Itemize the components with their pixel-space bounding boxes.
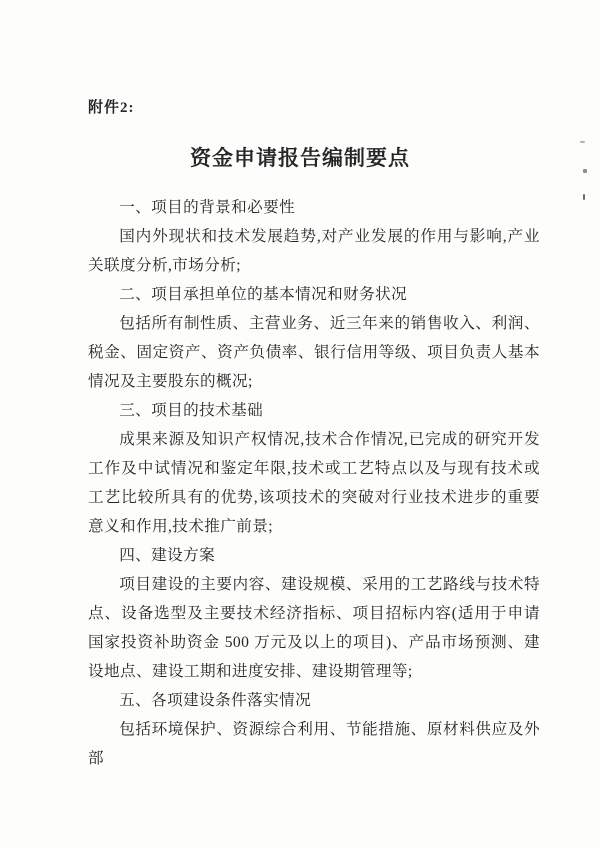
section-body-5: 包括环境保护、资源综合利用、节能措施、原材料供应及外部 [88, 721, 540, 767]
section-body-1: 国内外现状和技术发展趋势,对产业发展的作用与影响,产业关联度分析,市场分析; [88, 228, 540, 274]
document-body [88, 193, 540, 773]
section-body-3: 成果来源及知识产权情况,技术合作情况,已完成的研究开发工作及中试情况和鉴定年限,技术或工艺特点以及与现有技术或工艺比较所具有的优势,该项技术的突破对行业技术进步的重要意义和作用,技术推广前景; [88, 431, 540, 535]
attachment-label: 附件2: [88, 100, 135, 116]
section-heading-3: 三、项目的技术基础 [119, 402, 264, 419]
scan-speckle [583, 169, 587, 173]
document-title: 资金申请报告编制要点 [190, 146, 410, 170]
section-heading-1: 一、项目的背景和必要性 [119, 199, 296, 216]
section-heading-2: 二、项目承担单位的基本情况和财务状况 [119, 286, 408, 303]
scan-speckle [583, 194, 585, 200]
section-body-4: 项目建设的主要内容、建设规模、采用的工艺路线与技术特点、设备选型及主要技术经济指标、项目招标内容(适用于申请国家投资补助资金 500 万元及以上的项目)、产品市场预测、建设地点、建设工期和进度安排、建设期管理等; [88, 576, 540, 680]
section-body-2: 包括所有制性质、主营业务、近三年来的销售收入、利润、税金、固定资产、资产负债率、银行信用等级、项目负责人基本情况及主要股东的概况; [88, 315, 540, 390]
section-heading-4: 四、建设方案 [119, 547, 216, 564]
section-heading-5: 五、各项建设条件落实情况 [119, 692, 312, 709]
scan-speckle [580, 141, 585, 143]
